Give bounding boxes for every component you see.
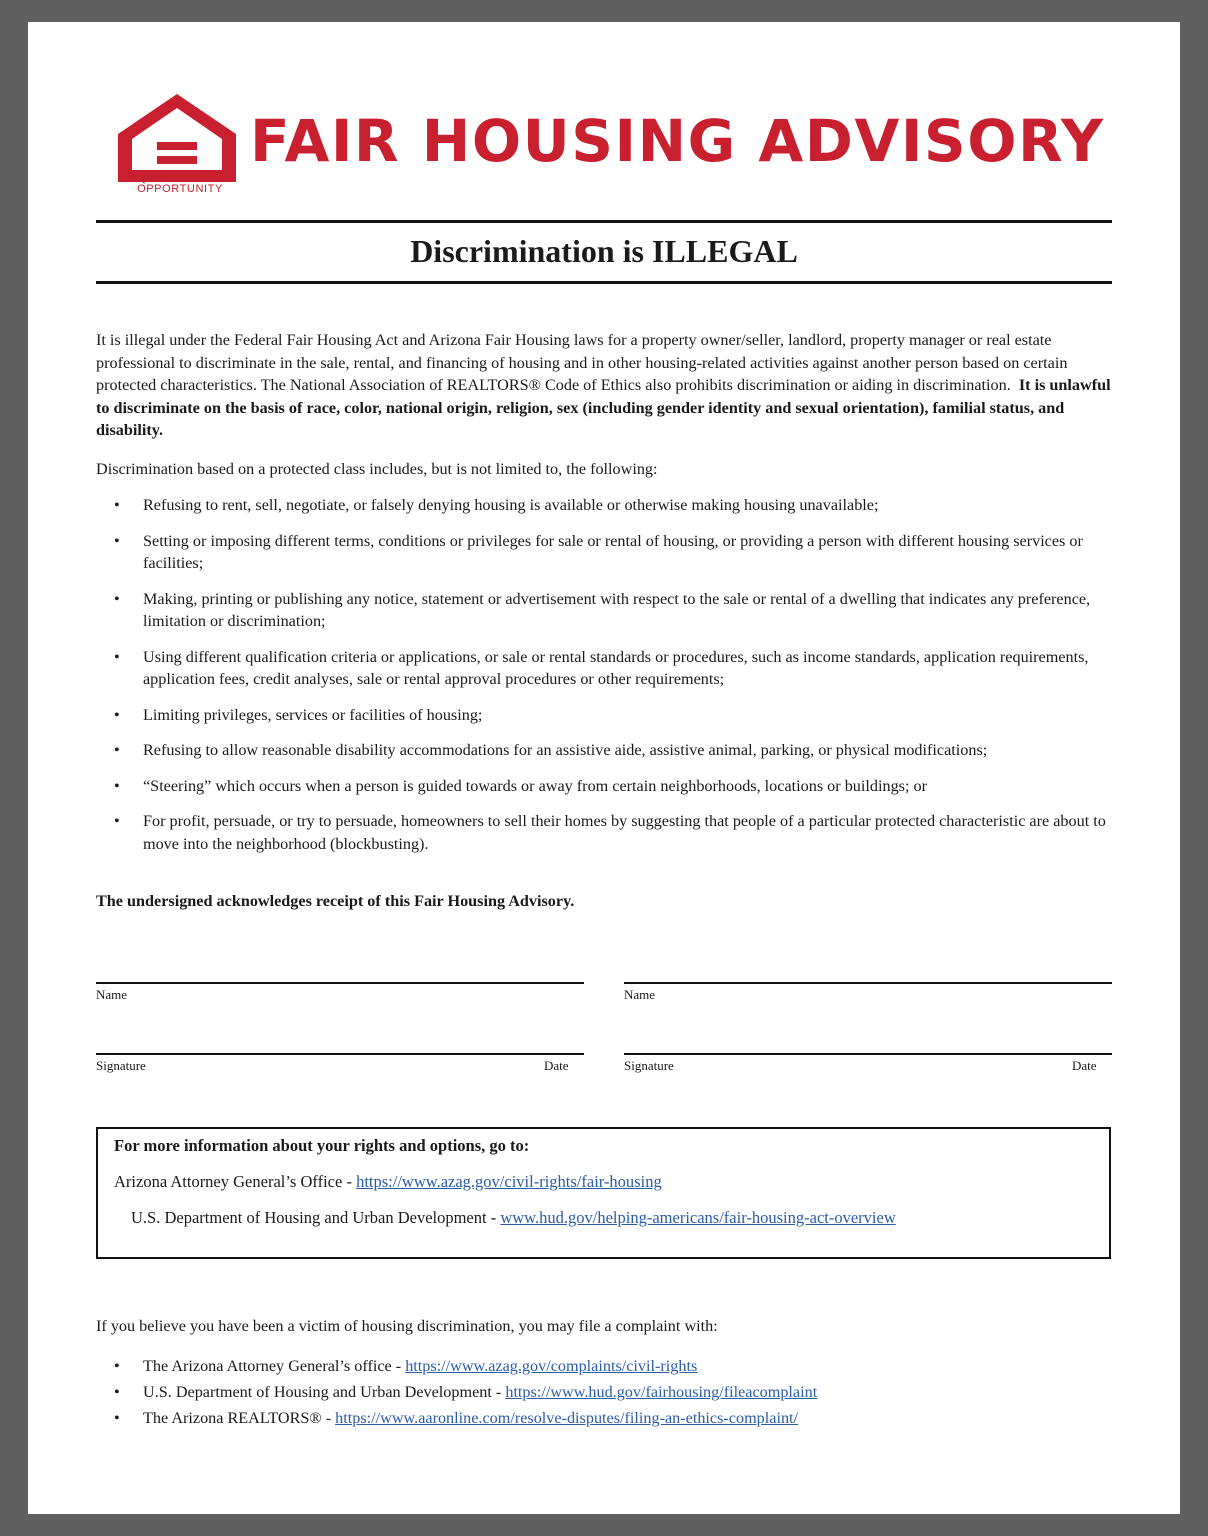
list-item: • Refusing to allow reasonable disability accommodations for an assistive aide, assistive animal, parking, or physical modifications; — [96, 739, 1116, 762]
info-box — [96, 1127, 1111, 1259]
signature-label-left: Signature — [96, 1058, 146, 1073]
name-line-left[interactable] — [96, 982, 584, 984]
bottom-divider — [96, 281, 1112, 284]
logo-caption-line1: EQUAL HOUSING — [130, 172, 230, 184]
list-item: • Making, printing or publishing any notice, statement or advertisement with respect to the sale or rental of a dwelling that indicates any preference, limitation or discrimination; — [96, 588, 1116, 633]
hud-fair-housing-link[interactable]: www.hud.gov/helping-americans/fair-housing-act-overview — [500, 1208, 896, 1227]
complaint-org: The Arizona REALTORS® - — [143, 1409, 336, 1427]
signature-line-left[interactable] — [96, 1053, 584, 1055]
page-title: FAIR HOUSING ADVISORY — [250, 107, 1105, 175]
list-item: • Setting or imposing different terms, conditions or privileges for sale or rental of housing, or providing a person with different housing services or facilities; — [96, 530, 1116, 575]
name-label-right: Name — [624, 987, 656, 1002]
complaint-org: The Arizona Attorney General’s office - — [143, 1357, 406, 1375]
list-item: • “Steering” which occurs when a person is guided towards or away from certain neighborhoods, locations or buildings; or — [96, 775, 1116, 798]
complaint-list — [96, 1355, 1116, 1429]
logo-caption-line2: OPPORTUNITY — [137, 183, 223, 195]
top-divider — [96, 220, 1112, 223]
list-item: • Refusing to rent, sell, negotiate, or falsely denying housing is available or otherwise making housing unavailable; — [96, 494, 1116, 517]
complaint-section — [96, 1315, 1116, 1433]
signature-line-right[interactable] — [624, 1053, 1112, 1055]
list-item: • Using different qualification criteria or applications, or sale or rental standards or procedures, such as income standards, application requirements, application fees, credit analyses, sale or rental approval procedures or other requirements; — [96, 646, 1116, 691]
logo-caption — [120, 173, 240, 195]
name-line-right[interactable] — [624, 982, 1112, 984]
main-body — [96, 329, 1116, 868]
date-label-left: Date — [544, 1058, 569, 1073]
discrimination-list — [96, 494, 1116, 855]
info-entry-org: Arizona Attorney General’s Office - — [114, 1172, 357, 1191]
intro-bold-statement: It is unlawful to discriminate on the basis of race, color, national origin, religion, sex (including gender identity and sexual orientation), familial status, and disability. — [96, 376, 1111, 439]
list-item: • For profit, persuade, or try to persuade, homeowners to sell their homes by suggesting that people of a particular protected characteristic are about to move into the neighborhood (blockbusting). — [96, 810, 1116, 855]
list-intro: Discrimination based on a protected class includes, but is not limited to, the following: — [96, 459, 658, 478]
info-box-heading: For more information about your rights and options, go to: — [114, 1136, 530, 1155]
azag-complaint-link[interactable]: https://www.azag.gov/complaints/civil-rights — [405, 1357, 698, 1375]
complaint-intro: If you believe you have been a victim of housing discrimination, you may file a complaint with: — [96, 1317, 718, 1335]
complaint-org: U.S. Department of Housing and Urban Development - — [143, 1383, 506, 1401]
signature-label-right: Signature — [624, 1058, 674, 1073]
list-item — [96, 1407, 1116, 1429]
intro-paragraph — [96, 329, 1116, 442]
intro-text: It is illegal under the Federal Fair Housing Act and Arizona Fair Housing laws for a property owner/seller, landlord, property manager or real estate professional to discriminate in the sale, rental, and financing of housing and in other housing-related activities against another person based on certain protected characteristics. The National Association of REALTORS® Code of Ethics also prohibits discrimination or aiding in discrimination. — [96, 331, 1068, 394]
date-label-right: Date — [1072, 1058, 1097, 1073]
list-item — [96, 1355, 1116, 1377]
aaronline-complaint-link[interactable]: https://www.aaronline.com/resolve-disputes/filing-an-ethics-complaint/ — [335, 1409, 799, 1427]
subtitle: Discrimination is ILLEGAL — [410, 233, 798, 269]
info-entry-azag — [114, 1172, 662, 1192]
name-label-left: Name — [96, 987, 128, 1002]
list-item — [96, 1381, 1116, 1403]
hud-complaint-link[interactable]: https://www.hud.gov/fairhousing/fileacomplaint — [505, 1383, 818, 1401]
list-item: • Limiting privileges, services or facilities of housing; — [96, 704, 1116, 727]
acknowledgement: The undersigned acknowledges receipt of this Fair Housing Advisory. — [96, 892, 575, 910]
azag-fair-housing-link[interactable]: https://www.azag.gov/civil-rights/fair-housing — [356, 1172, 662, 1191]
info-entry-org: U.S. Department of Housing and Urban Development - — [131, 1208, 501, 1227]
info-entry-hud — [131, 1208, 896, 1228]
document-page — [28, 22, 1180, 1514]
